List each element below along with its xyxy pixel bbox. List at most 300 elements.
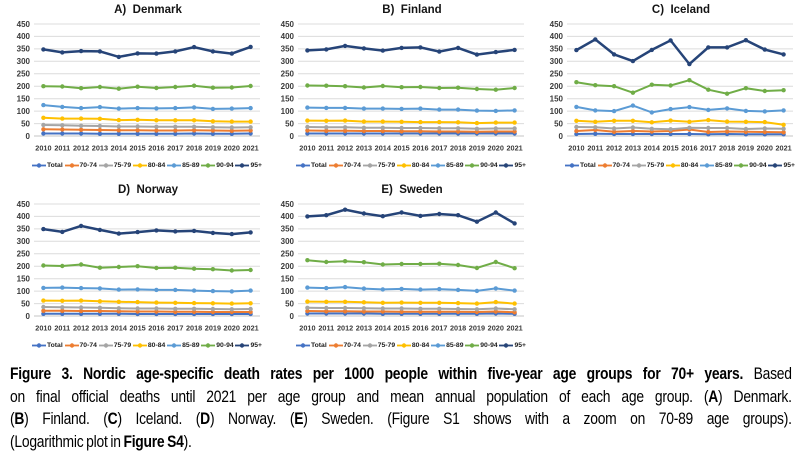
series-marker-75-79 (494, 306, 498, 310)
series-marker-90-94 (135, 264, 139, 268)
legend-item-95+ (235, 162, 262, 169)
legend-label: 70-74 (343, 341, 361, 349)
x-tick-label: 2015 (393, 143, 410, 153)
legend-item-90-94 (201, 162, 233, 169)
series-marker-90-94 (763, 89, 767, 93)
series-marker-85-89 (593, 108, 597, 112)
y-tick-label: 200 (16, 262, 30, 271)
series-marker-75-79 (343, 306, 347, 310)
series-marker-90-94 (135, 85, 139, 89)
legend-marker-icon (296, 342, 310, 349)
legend-marker-icon (201, 342, 215, 349)
legend-item-70-74 (329, 162, 361, 169)
series-marker-85-89 (79, 106, 83, 110)
series-marker-95+ (781, 52, 785, 56)
series-marker-75-79 (475, 307, 479, 311)
legend-item-80-84 (397, 162, 429, 169)
legend-label: Total (311, 161, 327, 169)
series-marker-80-84 (744, 120, 748, 124)
series-marker-75-79 (668, 127, 672, 131)
legend-marker-icon (201, 162, 215, 169)
y-tick-label: 250 (280, 69, 294, 79)
series-marker-85-89 (399, 287, 403, 291)
series-marker-90-94 (41, 84, 45, 88)
y-tick-label: 150 (16, 94, 30, 104)
x-tick-label: 2021 (242, 143, 259, 153)
series-marker-90-94 (706, 88, 710, 92)
series-marker-80-84 (612, 119, 616, 123)
x-tick-label: 2020 (223, 323, 240, 333)
series-marker-75-79 (399, 126, 403, 130)
legend-marker-icon (235, 342, 249, 349)
series-marker-90-94 (117, 87, 121, 91)
y-tick-label: 50 (21, 119, 30, 129)
legend-label: 95+ (783, 161, 795, 169)
series-marker-90-94 (456, 86, 460, 90)
y-tick-label: 400 (280, 212, 294, 222)
series-marker-80-84 (173, 301, 177, 305)
legend-item-95+ (499, 162, 526, 169)
series-marker-85-89 (41, 286, 45, 290)
series-marker-95+ (494, 50, 498, 54)
series-marker-90-94 (574, 80, 578, 84)
legend-item-75-79 (363, 162, 395, 169)
x-tick-label: 2017 (431, 323, 448, 333)
legend-item-90-94 (734, 162, 766, 169)
series-marker-85-89 (117, 287, 121, 291)
series-marker-90-94 (324, 260, 328, 264)
legend-label: 95+ (514, 341, 526, 349)
series-marker-80-84 (494, 300, 498, 304)
x-tick-label: 2019 (468, 143, 486, 153)
legend-item-85-89 (167, 162, 199, 169)
x-tick-label: 2016 (148, 143, 165, 153)
series-marker-80-84 (687, 120, 691, 124)
series-marker-85-89 (612, 109, 616, 113)
series-marker-85-89 (343, 285, 347, 289)
legend-item-80-84 (133, 162, 165, 169)
series-marker-90-94 (456, 263, 460, 267)
series-marker-95+ (154, 228, 158, 232)
x-tick-label: 2017 (167, 323, 184, 333)
chart-legend-iceland (537, 159, 797, 171)
y-tick-label: 200 (280, 262, 294, 271)
y-tick-label: 450 (280, 19, 294, 29)
legend-item-90-94 (465, 342, 497, 349)
legend-label: 75-79 (113, 341, 132, 349)
series-marker-90-94 (154, 86, 158, 90)
series-marker-95+ (343, 44, 347, 48)
y-tick-label: 0 (25, 131, 30, 141)
legend-item-75-79 (99, 162, 131, 169)
legend-item-70-74 (65, 342, 97, 349)
series-marker-95+ (135, 230, 139, 234)
y-tick-label: 50 (285, 119, 294, 129)
legend-label: Total (47, 161, 63, 169)
chart-panel-finland (268, 2, 528, 180)
x-tick-label: 2018 (185, 323, 203, 333)
chart-legend-sweden (268, 339, 528, 351)
legend-item-Total (565, 162, 596, 169)
y-tick-label: 200 (280, 82, 294, 91)
y-tick-label: 450 (16, 199, 30, 209)
legend-item-85-89 (431, 342, 463, 349)
series-marker-90-94 (494, 88, 498, 92)
x-tick-label: 2021 (242, 323, 259, 333)
series-line-90-94 (576, 80, 783, 94)
series-marker-95+ (60, 230, 64, 234)
y-tick-label: 300 (16, 57, 30, 67)
chart-title-iceland: C) Iceland (651, 4, 711, 16)
caption-segment: Based (743, 364, 792, 383)
series-marker-90-94 (79, 262, 83, 266)
series-marker-75-79 (399, 306, 403, 310)
legend-marker-icon (296, 162, 310, 169)
chart-legend-denmark (4, 159, 264, 171)
series-marker-95+ (612, 52, 616, 56)
series-marker-95+ (173, 229, 177, 233)
series-marker-80-84 (117, 300, 121, 304)
legend-item-80-84 (133, 342, 165, 349)
series-marker-80-84 (399, 300, 403, 304)
series-marker-95+ (60, 50, 64, 54)
legend-label: 70-74 (612, 161, 630, 169)
series-marker-Total (687, 132, 691, 136)
y-tick-label: 250 (549, 69, 563, 79)
y-tick-label: 450 (549, 19, 563, 29)
series-marker-90-94 (381, 262, 385, 266)
x-tick-label: 2017 (700, 143, 717, 153)
series-marker-75-79 (211, 125, 215, 129)
series-line-85-89 (307, 287, 514, 291)
x-tick-label: 2019 (468, 323, 486, 333)
series-marker-70-74 (41, 309, 45, 313)
series-marker-75-79 (41, 305, 45, 309)
legend-label: 95+ (514, 161, 526, 169)
series-marker-80-84 (512, 120, 516, 124)
x-tick-label: 2019 (204, 143, 222, 153)
series-marker-Total (60, 131, 64, 135)
legend-label: 80-84 (411, 161, 430, 169)
series-marker-85-89 (706, 108, 710, 112)
legend-item-90-94 (201, 342, 233, 349)
series-marker-95+ (173, 49, 177, 53)
series-marker-90-94 (343, 259, 347, 263)
legend-item-Total (32, 342, 63, 349)
legend-label: 80-84 (411, 341, 430, 349)
series-marker-85-89 (343, 106, 347, 110)
caption-bold-segment: Figure 3. Nordic age-specific death rates per 1000 people within five-year age groups for 70+ years. (10, 364, 744, 383)
series-marker-80-84 (230, 301, 234, 305)
legend-item-95+ (235, 342, 262, 349)
series-marker-80-84 (437, 301, 441, 305)
series-marker-85-89 (399, 107, 403, 111)
series-marker-85-89 (248, 106, 252, 110)
series-marker-80-84 (574, 119, 578, 123)
series-marker-80-84 (763, 120, 767, 124)
series-marker-85-89 (456, 107, 460, 111)
x-tick-label: 2010 (35, 323, 52, 333)
series-marker-95+ (418, 45, 422, 49)
series-marker-80-84 (343, 118, 347, 122)
series-marker-70-74 (98, 128, 102, 132)
series-marker-80-84 (154, 118, 158, 122)
series-marker-80-84 (98, 117, 102, 121)
x-tick-label: 2010 (299, 323, 316, 333)
series-marker-75-79 (324, 125, 328, 129)
series-line-85-89 (43, 105, 250, 109)
series-marker-95+ (381, 214, 385, 218)
legend-item-85-89 (167, 342, 199, 349)
y-tick-label: 450 (16, 19, 30, 29)
legend-label: 90-94 (749, 161, 767, 169)
caption-segment: ) Iceland. ( (117, 409, 201, 429)
series-marker-75-79 (650, 127, 654, 131)
series-marker-90-94 (79, 86, 83, 90)
series-line-95+ (43, 226, 250, 234)
series-marker-95+ (706, 45, 710, 49)
x-tick-label: 2017 (431, 143, 448, 153)
series-marker-70-74 (135, 128, 139, 132)
legend-marker-icon (465, 162, 479, 169)
series-marker-95+ (343, 208, 347, 212)
series-marker-80-84 (305, 118, 309, 122)
legend-marker-icon (598, 162, 612, 169)
series-marker-75-79 (305, 125, 309, 129)
series-marker-75-79 (494, 126, 498, 130)
y-tick-label: 300 (280, 57, 294, 67)
chart-title-finland: B) Finland (382, 4, 442, 16)
legend-marker-icon (465, 342, 479, 349)
series-marker-80-84 (135, 118, 139, 122)
series-marker-90-94 (668, 83, 672, 87)
series-marker-85-89 (687, 105, 691, 109)
series-marker-95+ (512, 48, 516, 52)
series-marker-85-89 (512, 108, 516, 112)
series-marker-85-89 (763, 109, 767, 113)
x-tick-label: 2012 (336, 143, 354, 153)
series-marker-80-84 (117, 118, 121, 122)
series-marker-90-94 (399, 262, 403, 266)
series-marker-75-79 (744, 127, 748, 131)
series-marker-80-84 (418, 301, 422, 305)
x-tick-label: 2019 (204, 323, 222, 333)
series-marker-80-84 (362, 300, 366, 304)
chart-plot-iceland (537, 18, 797, 158)
series-marker-85-89 (437, 107, 441, 111)
series-marker-90-94 (211, 86, 215, 90)
series-marker-80-84 (512, 301, 516, 305)
series-marker-85-89 (668, 107, 672, 111)
series-marker-90-94 (362, 260, 366, 264)
legend-item-75-79 (99, 342, 131, 349)
y-tick-label: 0 (289, 311, 294, 321)
legend-label: 85-89 (715, 161, 733, 169)
series-marker-75-79 (418, 126, 422, 130)
series-marker-90-94 (650, 83, 654, 87)
series-marker-80-84 (154, 300, 158, 304)
y-tick-label: 0 (558, 131, 563, 141)
caption-segment: ). (183, 431, 192, 451)
series-marker-75-79 (725, 126, 729, 130)
series-marker-80-84 (41, 298, 45, 302)
legend-label: 75-79 (646, 161, 665, 169)
series-marker-95+ (324, 47, 328, 51)
x-tick-label: 2013 (355, 143, 373, 153)
series-marker-75-79 (456, 307, 460, 311)
legend-item-Total (296, 342, 327, 349)
legend-marker-icon (363, 162, 377, 169)
series-marker-75-79 (574, 125, 578, 129)
series-marker-80-84 (98, 299, 102, 303)
legend-item-Total (32, 162, 63, 169)
x-tick-label: 2012 (605, 143, 623, 153)
series-marker-80-84 (668, 118, 672, 122)
series-marker-80-84 (475, 301, 479, 305)
legend-marker-icon (632, 162, 646, 169)
series-marker-90-94 (173, 85, 177, 89)
legend-label: 75-79 (377, 161, 396, 169)
legend-marker-icon (700, 162, 714, 169)
series-line-95+ (576, 39, 783, 64)
series-marker-95+ (98, 228, 102, 232)
x-tick-label: 2011 (318, 143, 335, 153)
y-tick-label: 100 (16, 106, 30, 116)
legend-item-70-74 (329, 342, 361, 349)
series-marker-70-74 (79, 128, 83, 132)
y-tick-label: 350 (16, 44, 30, 54)
x-tick-label: 2010 (299, 143, 316, 153)
series-marker-80-84 (248, 301, 252, 305)
series-marker-95+ (248, 45, 252, 49)
series-marker-75-79 (248, 125, 252, 129)
series-marker-85-89 (192, 105, 196, 109)
series-marker-95+ (418, 214, 422, 218)
series-marker-85-89 (98, 286, 102, 290)
series-marker-75-79 (418, 307, 422, 311)
series-marker-90-94 (324, 84, 328, 88)
legend-marker-icon (329, 342, 343, 349)
series-marker-75-79 (135, 306, 139, 310)
series-marker-90-94 (192, 267, 196, 271)
x-tick-label: 2011 (54, 143, 71, 153)
x-tick-label: 2014 (110, 323, 127, 333)
caption-bold-segment: E (294, 409, 304, 429)
series-line-Total (576, 134, 783, 135)
series-marker-75-79 (593, 125, 597, 129)
series-marker-95+ (631, 59, 635, 63)
chart-panel-denmark (4, 2, 264, 180)
series-marker-90-94 (381, 84, 385, 88)
x-tick-label: 2015 (393, 323, 410, 333)
series-marker-85-89 (512, 288, 516, 292)
series-marker-85-89 (437, 287, 441, 291)
series-marker-90-94 (437, 262, 441, 266)
legend-marker-icon (65, 162, 79, 169)
series-marker-80-84 (211, 119, 215, 123)
series-line-75-79 (307, 308, 514, 310)
x-tick-label: 2011 (587, 143, 604, 153)
x-tick-label: 2021 (775, 143, 792, 153)
x-tick-label: 2014 (374, 143, 391, 153)
y-tick-label: 400 (549, 32, 563, 42)
series-marker-80-84 (248, 119, 252, 123)
legend-marker-icon (133, 162, 147, 169)
series-marker-95+ (154, 51, 158, 55)
series-marker-90-94 (248, 268, 252, 272)
x-tick-label: 2013 (91, 143, 109, 153)
caption-line (10, 363, 792, 386)
series-line-95+ (307, 46, 514, 55)
series-marker-75-79 (362, 306, 366, 310)
series-marker-90-94 (437, 86, 441, 90)
y-tick-label: 400 (16, 212, 30, 222)
series-marker-75-79 (173, 307, 177, 311)
x-tick-label: 2010 (35, 143, 52, 153)
y-tick-label: 0 (25, 311, 30, 321)
series-marker-95+ (362, 211, 366, 215)
series-marker-70-74 (60, 127, 64, 131)
legend-item-Total (296, 162, 327, 169)
series-marker-80-84 (41, 116, 45, 120)
series-marker-90-94 (173, 266, 177, 270)
series-marker-75-79 (135, 124, 139, 128)
series-marker-90-94 (631, 91, 635, 95)
chart-title-sweden: E) Sweden (381, 184, 443, 196)
series-line-70-74 (307, 311, 514, 312)
series-marker-85-89 (456, 288, 460, 292)
series-marker-70-74 (574, 129, 578, 133)
series-marker-75-79 (456, 126, 460, 130)
x-tick-label: 2014 (374, 323, 391, 333)
series-marker-95+ (41, 47, 45, 51)
series-marker-90-94 (494, 260, 498, 264)
x-tick-label: 2019 (737, 143, 755, 153)
series-marker-95+ (399, 46, 403, 50)
legend-marker-icon (167, 162, 181, 169)
series-marker-90-94 (725, 92, 729, 96)
series-marker-95+ (725, 45, 729, 49)
caption-bold-segment: A (708, 386, 719, 406)
legend-label: 90-94 (216, 161, 234, 169)
series-marker-70-74 (706, 130, 710, 134)
legend-marker-icon (329, 162, 343, 169)
series-marker-85-89 (574, 105, 578, 109)
series-marker-85-89 (60, 105, 64, 109)
series-marker-80-84 (456, 301, 460, 305)
series-marker-80-84 (418, 120, 422, 124)
y-tick-label: 50 (21, 299, 30, 309)
series-marker-80-84 (324, 300, 328, 304)
series-marker-90-94 (781, 88, 785, 92)
series-marker-75-79 (512, 126, 516, 130)
x-tick-label: 2014 (643, 143, 660, 153)
series-marker-95+ (593, 37, 597, 41)
series-marker-85-89 (230, 289, 234, 293)
series-marker-90-94 (230, 268, 234, 272)
legend-label: 75-79 (377, 341, 396, 349)
series-marker-80-84 (305, 299, 309, 303)
x-tick-label: 2016 (412, 323, 429, 333)
series-marker-95+ (574, 48, 578, 52)
series-marker-75-79 (512, 307, 516, 311)
series-marker-85-89 (60, 285, 64, 289)
series-marker-75-79 (437, 126, 441, 130)
series-marker-80-84 (456, 120, 460, 124)
series-marker-75-79 (324, 306, 328, 310)
legend-marker-icon (167, 342, 181, 349)
series-marker-90-94 (60, 84, 64, 88)
